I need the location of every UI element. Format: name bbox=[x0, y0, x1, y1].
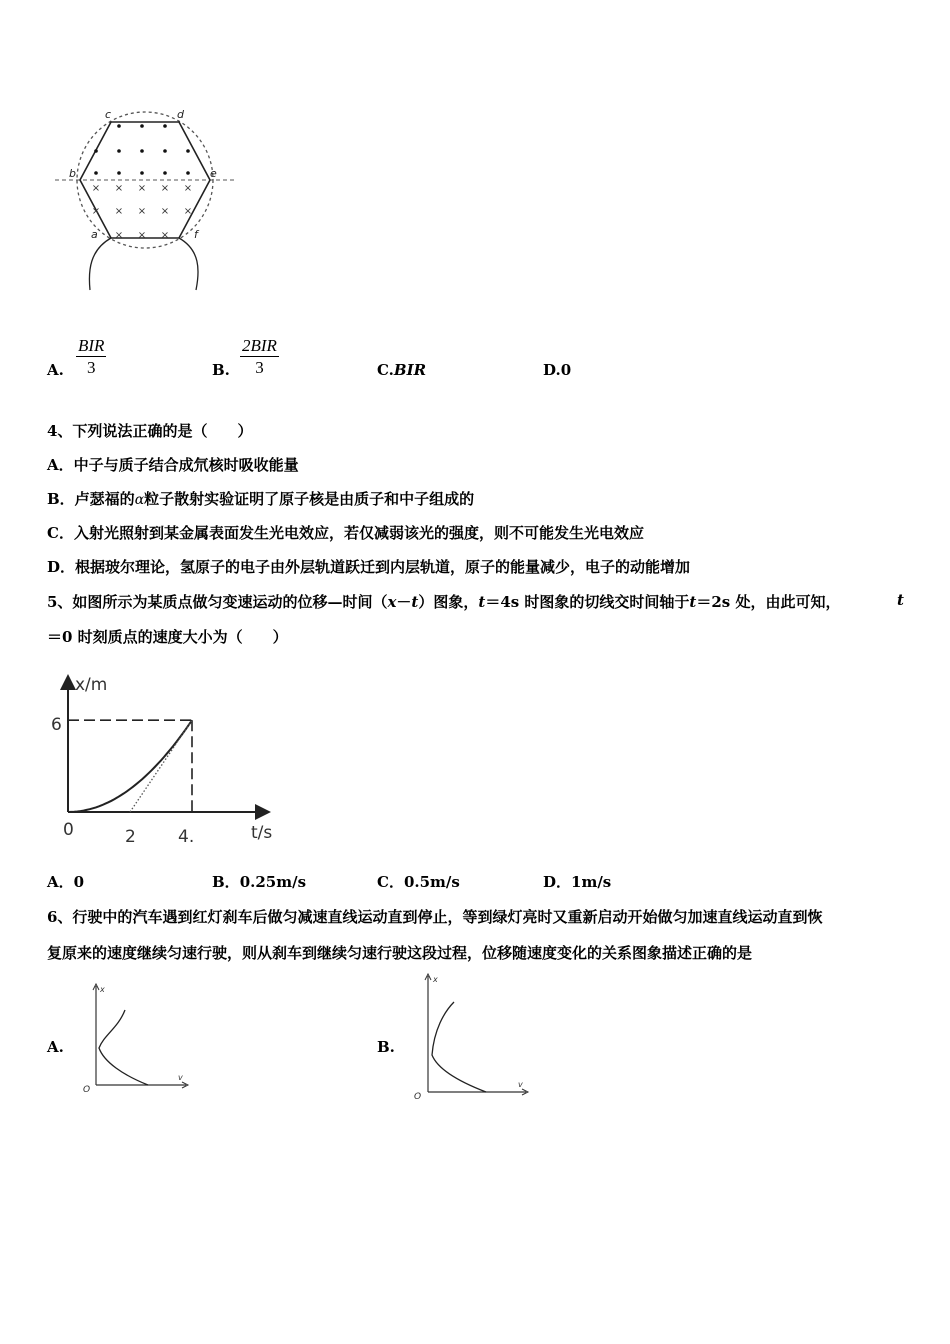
var-x: x bbox=[387, 593, 397, 611]
x-tick-label-4: 4. bbox=[178, 827, 195, 847]
q6-option-a-label: A. bbox=[47, 1038, 64, 1056]
x-axis-label: t/s bbox=[251, 823, 273, 843]
svg-text:×: × bbox=[114, 206, 124, 217]
q6-option-b-graph bbox=[408, 970, 533, 1100]
stem-text: － bbox=[396, 593, 412, 611]
option-text: 粒子散射实验证明了原子核是由质子和中子组成的 bbox=[144, 490, 475, 508]
svg-text:×: × bbox=[160, 230, 170, 241]
q6-option-b-label: B. bbox=[377, 1038, 395, 1056]
fraction-numerator: BIR bbox=[78, 336, 105, 355]
svg-text:×: × bbox=[160, 183, 170, 194]
hexagon-field-figure bbox=[50, 105, 240, 295]
vertex-label-e: e bbox=[210, 167, 217, 180]
svg-text:×: × bbox=[137, 183, 147, 194]
vertex-label-b: b bbox=[69, 167, 76, 180]
svg-text:×: × bbox=[114, 230, 124, 241]
q3-option-b-fraction bbox=[240, 336, 279, 379]
q6-stem-line1: 6、行驶中的汽车遇到红灯刹车后做匀减速直线运动直到停止，等到绿灯亮时又重新启动开始做匀加速直线运动直到恢 bbox=[47, 908, 823, 926]
vertex-label-a: a bbox=[91, 228, 98, 241]
q4-option-d: D．根据玻尔理论，氢原子的电子由外层轨道跃迁到内层轨道，原子的能量减少，电子的动能增加 bbox=[47, 558, 691, 576]
svg-text:×: × bbox=[91, 206, 101, 217]
option-label: D. bbox=[543, 361, 561, 379]
y-tick-label: 6 bbox=[51, 715, 62, 735]
var-t: t bbox=[411, 593, 419, 611]
svg-text:×: × bbox=[183, 183, 193, 194]
q4-option-c: C．入射光照射到某金属表面发生光电效应，若仅减弱该光的强度，则不可能发生光电效应 bbox=[47, 524, 644, 542]
q3-option-d bbox=[543, 361, 571, 379]
var-t: t bbox=[689, 593, 697, 611]
option-label: C. bbox=[377, 361, 394, 379]
svg-text:×: × bbox=[183, 206, 193, 217]
q5-stem-line2: ＝0 时刻质点的速度大小为（ ） bbox=[47, 628, 288, 646]
graph-origin-label: O bbox=[83, 1085, 91, 1095]
q5-stem-t: t bbox=[897, 591, 904, 609]
q6-option-a-graph bbox=[78, 980, 193, 1095]
stem-text: 5、如图所示为某质点做匀变速运动的位移—时间（ bbox=[47, 593, 388, 611]
stem-text: ＝4s 时图象的切线交时间轴于 bbox=[485, 593, 690, 611]
option-label: A． bbox=[47, 873, 74, 891]
option-value: BIR bbox=[393, 361, 427, 379]
stem-text: ）图象， bbox=[418, 593, 479, 611]
q5-stem-line1 bbox=[47, 591, 840, 612]
origin-label: 0 bbox=[63, 820, 74, 840]
option-value: 0.5m/s bbox=[403, 873, 460, 891]
svg-text:×: × bbox=[137, 230, 147, 241]
q4-stem: 4、下列说法正确的是（ ） bbox=[47, 422, 253, 440]
x-tick-label-2: 2 bbox=[125, 827, 136, 847]
svg-text:×: × bbox=[137, 206, 147, 217]
y-axis-label: x/m bbox=[75, 675, 108, 695]
var-t: t bbox=[478, 593, 486, 611]
xt-curve bbox=[68, 720, 192, 812]
q4-option-a: A．中子与质子结合成氘核时吸收能量 bbox=[47, 456, 299, 474]
option-label: D． bbox=[543, 873, 572, 891]
q3-option-a-fraction bbox=[76, 336, 106, 379]
fraction-numerator: 2BIR bbox=[242, 336, 277, 355]
fraction-denominator: 3 bbox=[86, 358, 96, 377]
graph-x-label: v bbox=[178, 1073, 183, 1082]
option-label: C． bbox=[377, 873, 404, 891]
graph-x-label: v bbox=[518, 1080, 523, 1089]
option-value: 0 bbox=[73, 873, 85, 891]
option-text: B．卢瑟福的 bbox=[47, 490, 135, 508]
svg-text:×: × bbox=[114, 183, 124, 194]
q5-option-a bbox=[47, 871, 84, 892]
graph-y-label: x bbox=[100, 985, 105, 994]
vertex-label-c: c bbox=[105, 108, 112, 121]
vertex-label-f: f bbox=[194, 228, 198, 241]
fraction-denominator: 3 bbox=[255, 358, 264, 377]
q3-option-a-label: A. bbox=[47, 361, 64, 379]
q3-option-c bbox=[377, 361, 426, 379]
vertex-label-d: d bbox=[177, 108, 184, 121]
q5-xt-graph bbox=[45, 670, 295, 850]
q5-option-b bbox=[212, 871, 306, 892]
svg-text:×: × bbox=[160, 206, 170, 217]
stem-text: ＝2s 处，由此可知， bbox=[696, 593, 841, 611]
q6-stem-line2: 复原来的速度继续匀速行驶，则从刹车到继续匀速行驶这段过程，位移随速度变化的关系图象描述正确的是 bbox=[47, 944, 753, 962]
graph-origin-label: O bbox=[414, 1092, 422, 1100]
graph-y-label: x bbox=[433, 975, 438, 984]
svg-text:×: × bbox=[91, 183, 101, 194]
option-value: 0 bbox=[560, 361, 572, 379]
option-label: B． bbox=[212, 873, 240, 891]
option-value: 0.25m/s bbox=[239, 873, 307, 891]
option-value: 1m/s bbox=[571, 873, 612, 891]
q4-option-b bbox=[47, 488, 474, 509]
q5-option-d bbox=[543, 871, 611, 892]
alpha-symbol: α bbox=[134, 492, 145, 508]
q3-option-b-label: B. bbox=[212, 361, 230, 379]
q5-option-c bbox=[377, 871, 460, 892]
